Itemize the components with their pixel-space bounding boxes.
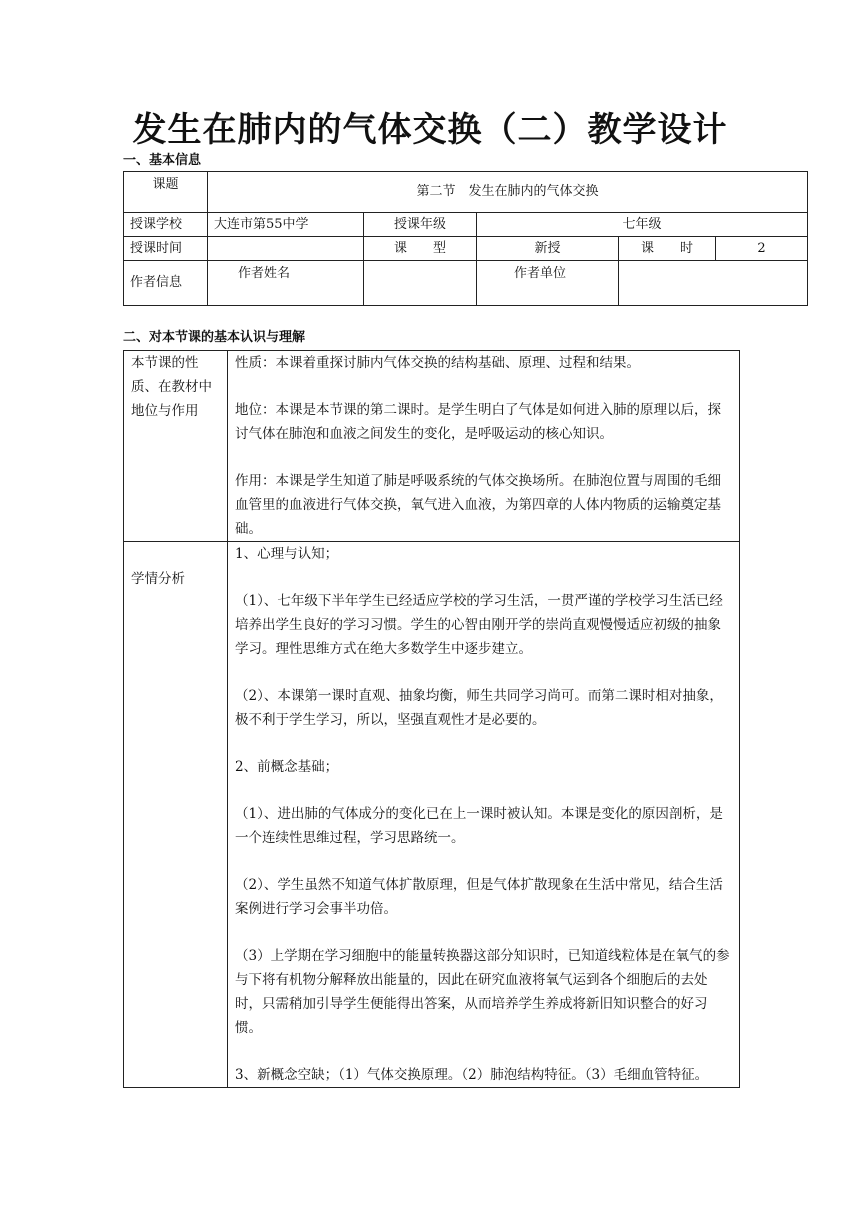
author-unit-label: 作者单位 [477, 261, 619, 306]
nature-position-label: 本节课的性质、在教材中地位与作用 [124, 351, 228, 542]
author-name-label: 作者姓名 [208, 261, 364, 306]
basic-info-table [123, 171, 808, 306]
author-info-label: 作者信息 [124, 261, 208, 306]
student-analysis-content [228, 542, 740, 1088]
paragraph-preconcept-heading: 2、前概念基础； [235, 759, 339, 775]
document-title: 发生在肺内的气体交换（二）教学设计 [132, 110, 728, 150]
table-row [124, 213, 808, 237]
table-row [124, 237, 808, 261]
paragraph-position: 地位：本课是本节课的第二课时。是学生明白了气体是如何进入肺的原理以后，探讨气体在肺泡和血液之间发生的变化，是呼吸运动的核心知识。 [235, 402, 721, 442]
nature-position-content [228, 351, 740, 542]
section-heading-basic-info: 一、基本信息 [123, 153, 202, 168]
paragraph-nature: 性质：本课着重探讨肺内气体交换的结构基础、原理、过程和结果。 [235, 355, 640, 371]
period-label: 课 时 [619, 237, 716, 261]
paragraph-preconcept-2: （2）、学生虽然不知道气体扩散原理，但是气体扩散现象在生活中常见，结合生活案例进行学习会事半功倍。 [235, 877, 723, 917]
time-value [208, 237, 364, 261]
paragraph-psychology-heading: 1、心理与认知； [235, 546, 339, 562]
section-heading-understanding: 二、对本节课的基本认识与理解 [123, 330, 306, 345]
grade-label: 授课年级 [364, 213, 477, 237]
paragraph-preconcept-1: （1）、进出肺的气体成分的变化已在上一课时被认知。本课是变化的原因剖析，是一个连续性思维过程，学习思路统一。 [235, 806, 723, 846]
school-value: 大连市第55中学 [208, 213, 364, 237]
type-label: 课 型 [364, 237, 477, 261]
type-value: 新授 [477, 237, 619, 261]
school-label: 授课学校 [124, 213, 208, 237]
table-row [124, 261, 808, 306]
period-value: 2 [716, 237, 808, 261]
time-label: 授课时间 [124, 237, 208, 261]
table-row [124, 172, 808, 213]
paragraph-psychology-2: （2）、本课第一课时直观、抽象均衡，师生共同学习尚可。而第二课时相对抽象，极不利于学生学习，所以，坚强直观性才是必要的。 [235, 688, 723, 728]
paragraph-new-concepts: 3、新概念空缺；（1）气体交换原理。（2）肺泡结构特征。（3）毛细血管特征。 [235, 1067, 709, 1083]
understanding-table [123, 350, 740, 1088]
student-analysis-label: 学情分析 [124, 542, 228, 1088]
table-row [124, 351, 740, 542]
paragraph-role: 作用：本课是学生知道了肺是呼吸系统的气体交换场所。在肺泡位置与周围的毛细血管里的血液进行气体交换，氧气进入血液，为第四章的人体内物质的运输奠定基础。 [235, 473, 721, 537]
topic-value: 第二节 发生在肺内的气体交换 [208, 172, 808, 213]
author-name-value [364, 261, 477, 306]
author-unit-value [619, 261, 808, 306]
paragraph-preconcept-3: （3）上学期在学习细胞中的能量转换器这部分知识时，已知道线粒体是在氧气的参与下将有机物分解释放出能量的，因此在研究血液将氧气运到各个细胞后的去处时，只需稍加引导学生便能得出答案，从而培养学生养成将新旧知识整合的好习惯。 [235, 948, 730, 1036]
grade-value: 七年级 [477, 213, 808, 237]
table-row [124, 542, 740, 1088]
topic-label: 课题 [124, 172, 208, 213]
paragraph-psychology-1: （1）、七年级下半年学生已经适应学校的学习生活，一贯严谨的学校学习生活已经培养出学生良好的学习习惯。学生的心智由刚开学的崇尚直观慢慢适应初级的抽象学习。理性思维方式在绝大多数学生中逐步建立。 [235, 593, 723, 657]
